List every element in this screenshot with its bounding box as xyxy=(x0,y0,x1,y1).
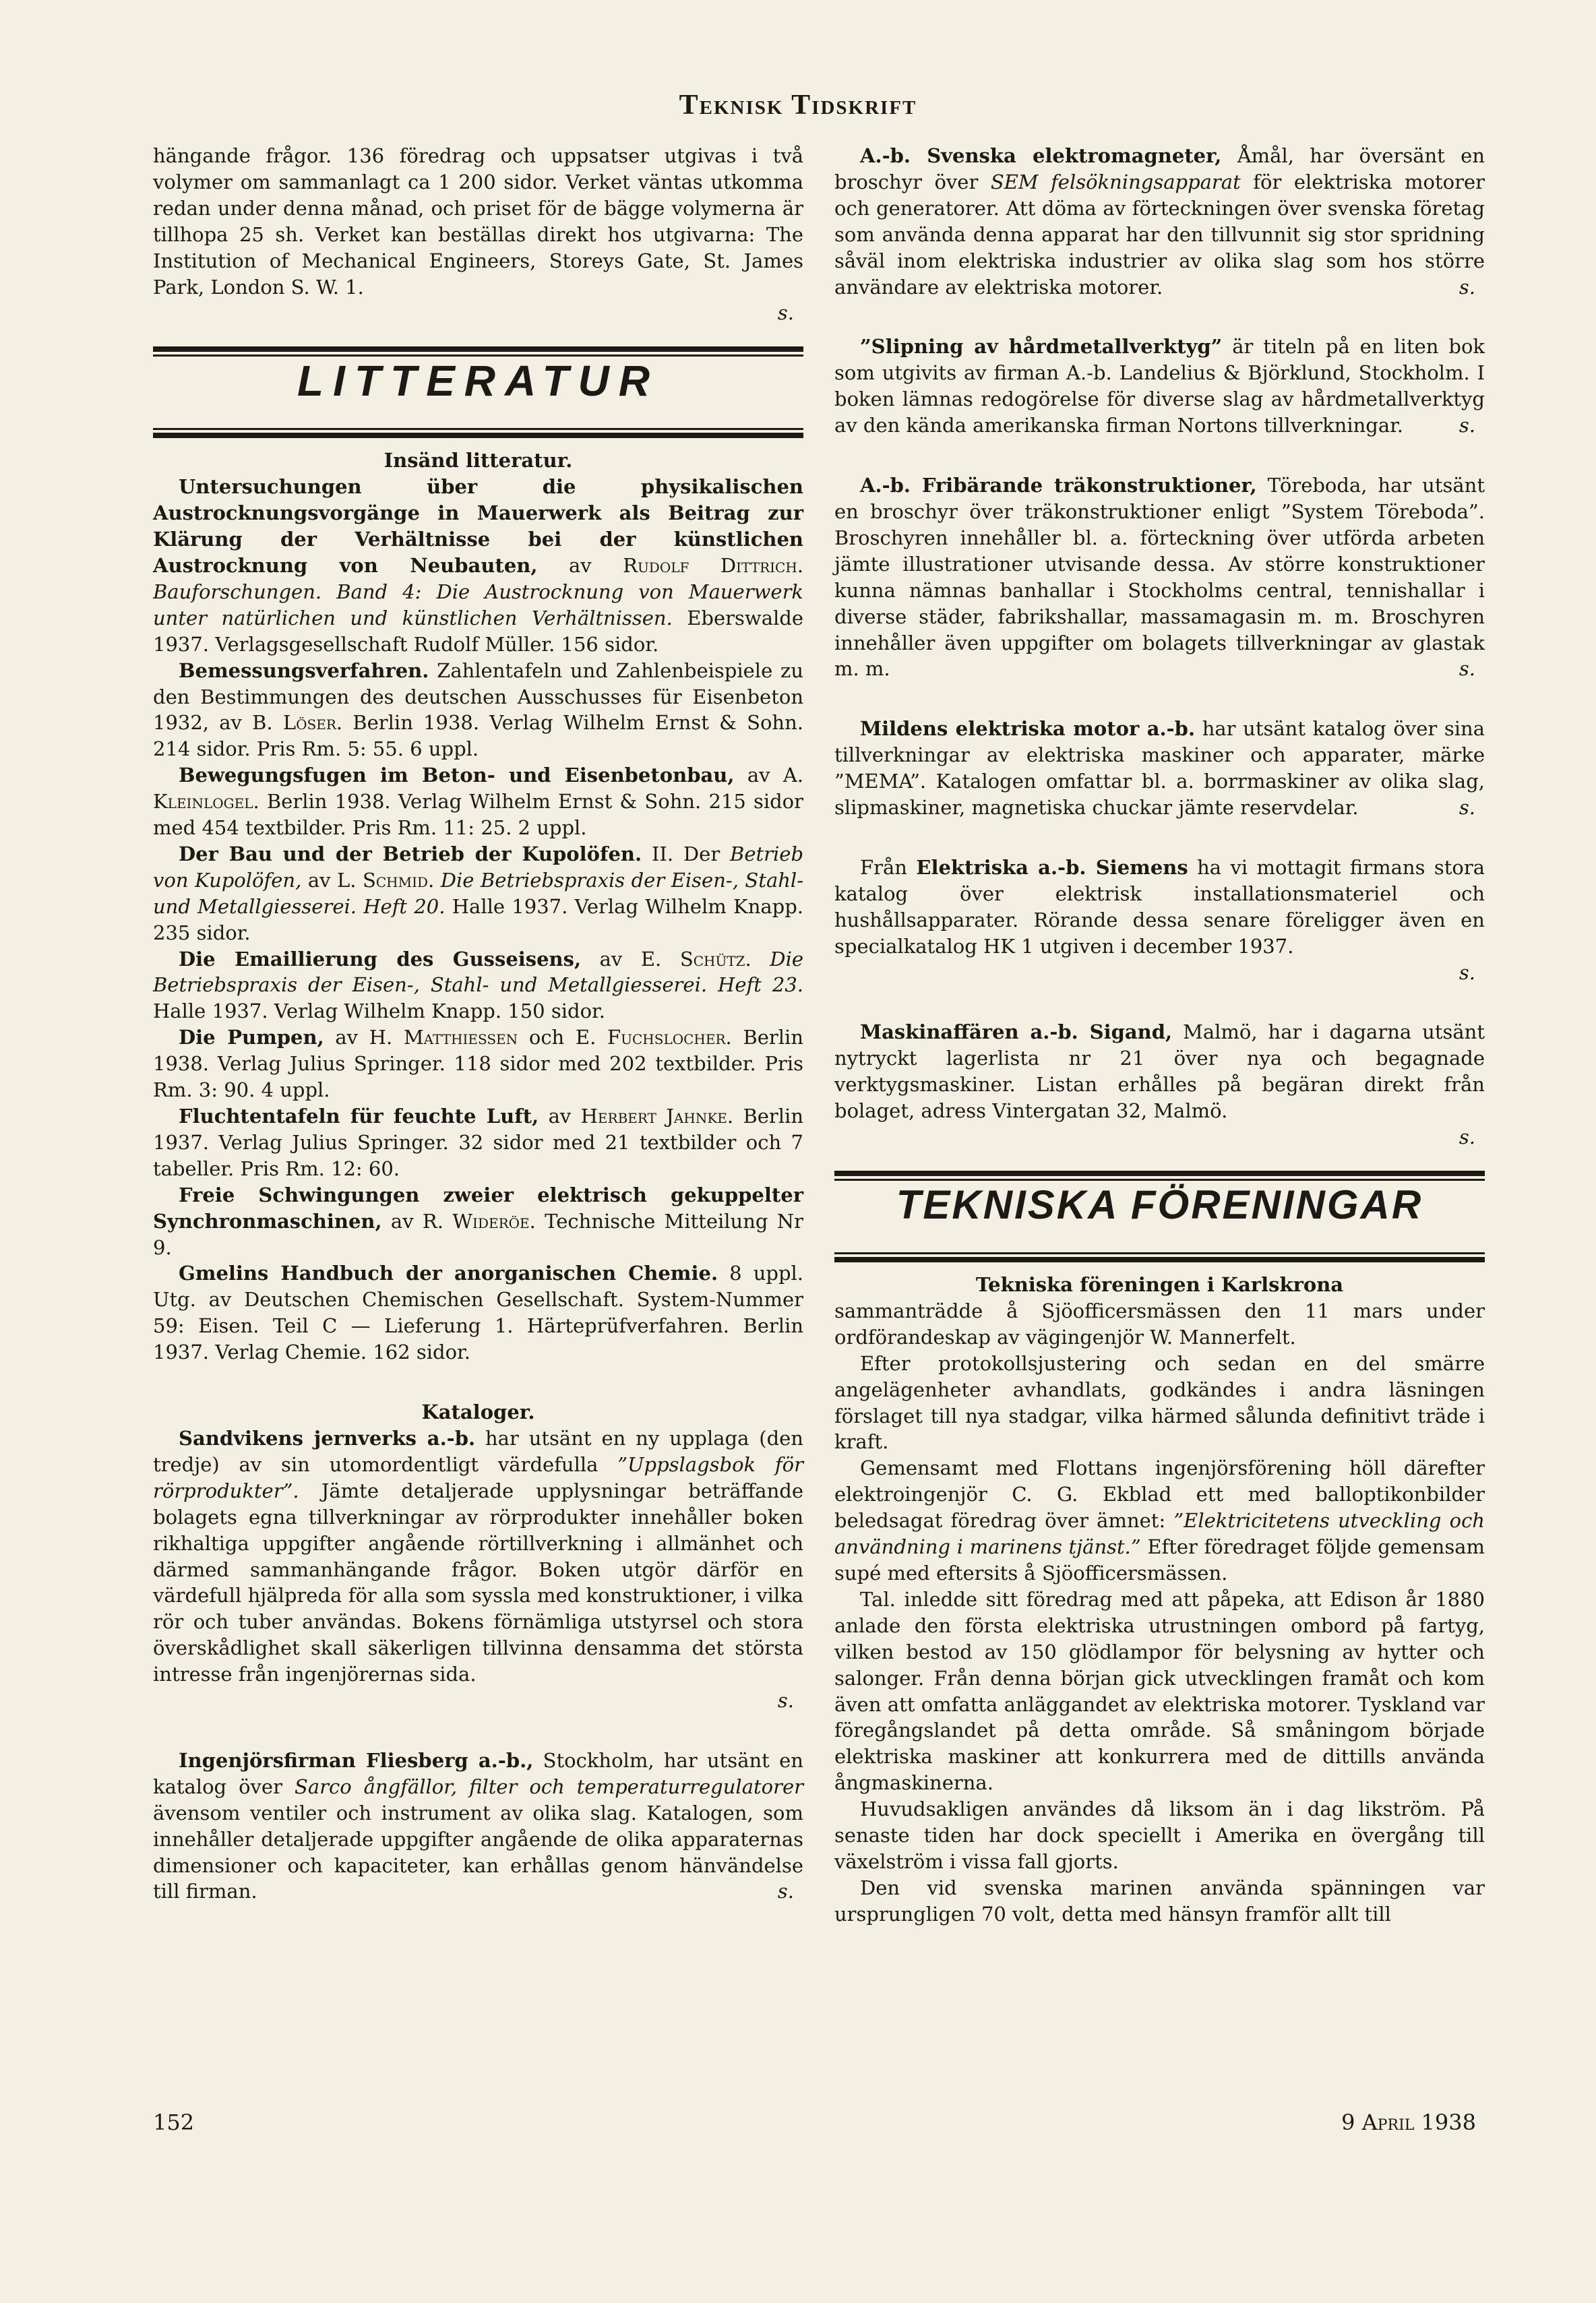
signature: s. xyxy=(1459,796,1475,820)
tekniska-foreningar-banner xyxy=(834,1164,1485,1272)
page-header-title: Teknisk Tidskrift xyxy=(679,90,917,121)
left-column xyxy=(153,143,803,1905)
report-paragraph: sammanträdde å Sjöofficersmässen den 11 mars under ordförandeskap av vägingenjör W. Mannerfelt. xyxy=(834,1299,1485,1349)
report-paragraph: Gemensamt med Flottans ingenjörsförening höll därefter elektroingenjör C. G. Ekblad ett med balloptikonbilder beledsagat föredrag över ämnet: ”Elektricitetens utveckling och användning i marinens tjänst.” Efter föredraget följde gemensam supé med eftersits å Sjöofficersmässen. xyxy=(834,1456,1485,1585)
right-column xyxy=(834,143,1485,1928)
catalog-entry: Ingenjörsfirman Fliesberg a.-b., Stockholm, har utsänt en katalog över Sarco ångfällor, filter och temperaturregulatorer ävensom ventiler och instrument av olika slag. Katalogen, som innehåller detaljerade uppgifter angående de olika apparaternas dimensioner och kapaciteter, kan erhållas genom hänvändelse till firman. s. xyxy=(153,1748,803,1905)
catalog-entry: A.-b. Fribärande träkonstruktioner, Töreboda, har utsänt en broschyr över träkonstruktioner enligt ”System Töreboda”. Broschyren innehåller bl. a. förteckning över utförda arbeten jämte illustrationer utvisande dessa. Av större konstruktioner kunna nämnas banhallar i Stockholms central, tennishallar i diverse städer, fabrikshallar, massamagasin m. m. Broschyren innehåller även uppgifter om bolagets tillverkningar av glastak m. m. s. xyxy=(834,472,1485,682)
literature-entry: Die Emaillierung des Gusseisens, av E. Schütz. Die Betriebspraxis der Eisen-, Stahl- und Metallgiesserei. Heft 23. Halle 1937. Verlag Wilhelm Knapp. 150 sidor. xyxy=(153,947,803,1023)
signature: s. xyxy=(1459,275,1475,299)
catalog-entry: A.-b. Svenska elektromagneter, Åmål, har översänt en broschyr över SEM felsökningsapparat för elektriska motorer och generatorer. Att döma av förteckningen över svenska företag som använda denna apparat har den tillvunnit sig stor spridning såväl inom elektriska industrier av olika slag som hos större användare av elektriska motorer. s. xyxy=(834,143,1485,300)
subheading-karlskrona: Tekniska föreningen i Karlskrona xyxy=(975,1273,1344,1296)
signature: s. xyxy=(1459,960,1475,984)
signature: s. xyxy=(777,301,794,325)
literature-entry: Die Pumpen, av H. Matthiessen och E. Fuchslocher. Berlin 1938. Verlag Julius Springer. 118 sidor med 202 textbilder. Pris Rm. 3: 90. 4 uppl. xyxy=(153,1026,804,1102)
literature-entry: Gmelins Handbuch der anorganischen Chemie. 8 uppl. Utg. av Deutschen Chemischen Gesellschaft. System-Nummer 59: Eisen. Teil C — Lieferung 1. Härteprüfverfahren. Berlin 1937. Verlag Chemie. 162 sidor. xyxy=(153,1262,804,1364)
issue-date: 9 April 1938 xyxy=(1341,2110,1476,2135)
catalog-entry: ”Slipning av hårdmetallverktyg” är titeln på en liten bok som utgivits av firman A.-b. Landelius & Björklund, Stockholm. I boken lämnas redogörelse för diverse slag av hårdmetallverktyg av den kända amerikanska firman Nortons tillverkningar. s. xyxy=(834,334,1485,439)
report-paragraph: Efter protokollsjustering och sedan en del smärre angelägenheter avhandlats, godkändes i andra läsningen förslaget till nya stadgar, vilka härmed sålunda definitivt träde i kraft. xyxy=(834,1351,1485,1454)
article-continuation: hängande frågor. 136 föredrag och uppsatser utgivas i två volymer om sammanlagt ca 1 200 sidor. Verket väntas utkomma redan under denna månad, och priset för de bägge volymerna är tillhopa 25 sh. Verket kan beställas direkt hos utgivarna: The Institution of Mechanical Engineers, Storeys Gate, St. James Park, London S. W. 1. xyxy=(153,144,803,299)
literature-entry: Freie Schwingungen zweier elektrisch gekuppelter Synchronmaschinen, av R. Wideröe. Technische Mitteilung Nr 9. xyxy=(153,1183,803,1259)
signature: s. xyxy=(777,1880,794,1903)
subheading-kataloger: Kataloger. xyxy=(421,1401,535,1424)
catalog-entry: Maskinaffären a.-b. Sigand, Malmö, har i dagarna utsänt nytryckt lagerlista nr 21 över nya och begagnade verktygsmaskiner. Listan erhålles på begäran direkt från bolaget, adress Vintergatan 32, Malmö. xyxy=(834,1020,1485,1123)
litteratur-banner xyxy=(153,340,803,448)
signature: s. xyxy=(1459,1126,1475,1149)
literature-entry: Bemessungsverfahren. Zahlentafeln und Zahlenbeispiele zu den Bestimmungen des deutschen Ausschusses für Eisenbeton 1932, av B. Löser. Berlin 1938. Verlag Wilhelm Ernst & Sohn. 214 sidor. Pris Rm. 5: 55. 6 uppl. xyxy=(153,658,803,761)
literature-entry: Bewegungsfugen im Beton- und Eisenbetonbau, av A. Kleinlogel. Berlin 1938. Verlag Wilhelm Ernst & Sohn. 215 sidor med 454 textbilder. Pris Rm. 11: 25. 2 uppl. xyxy=(153,764,803,840)
report-paragraph: Tal. inledde sitt föredrag med att påpeka, att Edison år 1880 anlade den första elektriska utrustningen ombord på fartyg, vilken bestod av 150 glödlampor för belysning av hytter och salonger. Från denna början gick utvecklingen framåt och kom även att omfatta anläggandet av elektriska motorer. Tyskland var föregångslandet på detta område. Så småningom började elektriska maskiner att konkurrera med de dittills använda ångmaskinerna. xyxy=(834,1587,1485,1795)
section-title-tekniska-foreningar: TEKNISKA FÖRENINGAR xyxy=(896,1182,1423,1227)
page-number: 152 xyxy=(153,2110,195,2135)
signature: s. xyxy=(1459,414,1475,437)
report-paragraph: Huvudsakligen användes då liksom än i dag likström. På senaste tiden har dock speciellt i Amerika en övergång till växelström i vissa fall gjorts. xyxy=(834,1798,1485,1873)
section-title-litteratur: LITTERATUR xyxy=(297,357,659,406)
literature-entry: Der Bau und der Betrieb der Kupolöfen. II. Der Betrieb von Kupolöfen, av L. Schmid. Die Betriebspraxis der Eisen-, Stahl- und Metallgiesserei. Heft 20. Halle 1937. Verlag Wilhelm Knapp. 235 sidor. xyxy=(153,842,804,944)
catalog-entry: Från Elektriska a.-b. Siemens ha vi mottagit firmans stora katalog över elektrisk installationsmateriel och hushållsapparater. Rörande dessa senare föreligger även en specialkatalog HK 1 utgiven i december 1937. xyxy=(834,855,1485,958)
subheading-insand-litteratur: Insänd litteratur. xyxy=(383,449,573,472)
signature: s. xyxy=(1459,657,1475,681)
literature-entry: Fluchtentafeln für feuchte Luft, av Herbert Jahnke. Berlin 1937. Verlag Julius Springer. 32 sidor med 21 textbilder och 7 tabeller. Pris Rm. 12: 60. xyxy=(153,1105,804,1180)
report-paragraph: Den vid svenska marinen använda spänningen var ursprungligen 70 volt, detta med hänsyn framför allt till xyxy=(834,1876,1485,1926)
literature-entry: Untersuchungen über die physikalischen Austrocknungsvorgänge in Mauerwerk als Beitrag zur Klärung der Verhältnisse bei der künstlichen Austrocknung von Neubauten, av Rudolf Dittrich. Bauforschungen. Band 4: Die Austrocknung von Mauerwerk unter natürlichen und künstlichen Verhältnissen. Eberswalde 1937. Verlagsgesellschaft Rudolf Müller. 156 sidor. xyxy=(153,475,804,656)
catalog-entry: Sandvikens jernverks a.-b. har utsänt en ny upplaga (den tredje) av sin utomordentligt värdefulla ”Uppslagsbok för rörprodukter”. Jämte detaljerade upplysningar beträffande bolagets egna tillverkningar av rörprodukter innehåller boken rikhaltiga uppgifter angående rörtillverkning i allmänhet och därmed sammanhängande frågor. Boken utgör därför en värdefull hjälpreda för alla som syssla med konstruktioner, i vilka rör och tuber användas. Bokens förnämliga utstyrsel och stora överskådlighet skall säkerligen tillvinna densamma det största intresse från ingenjörernas sida. xyxy=(153,1426,803,1686)
catalog-entry: Mildens elektriska motor a.-b. har utsänt katalog över sina tillverkningar av elektriska maskiner och apparater, märke ”MEMA”. Katalogen omfattar bl. a. borrmaskiner av olika slag, slipmaskiner, magnetiska chuckar jämte reservdelar. s. xyxy=(834,716,1485,821)
signature: s. xyxy=(777,1689,794,1713)
